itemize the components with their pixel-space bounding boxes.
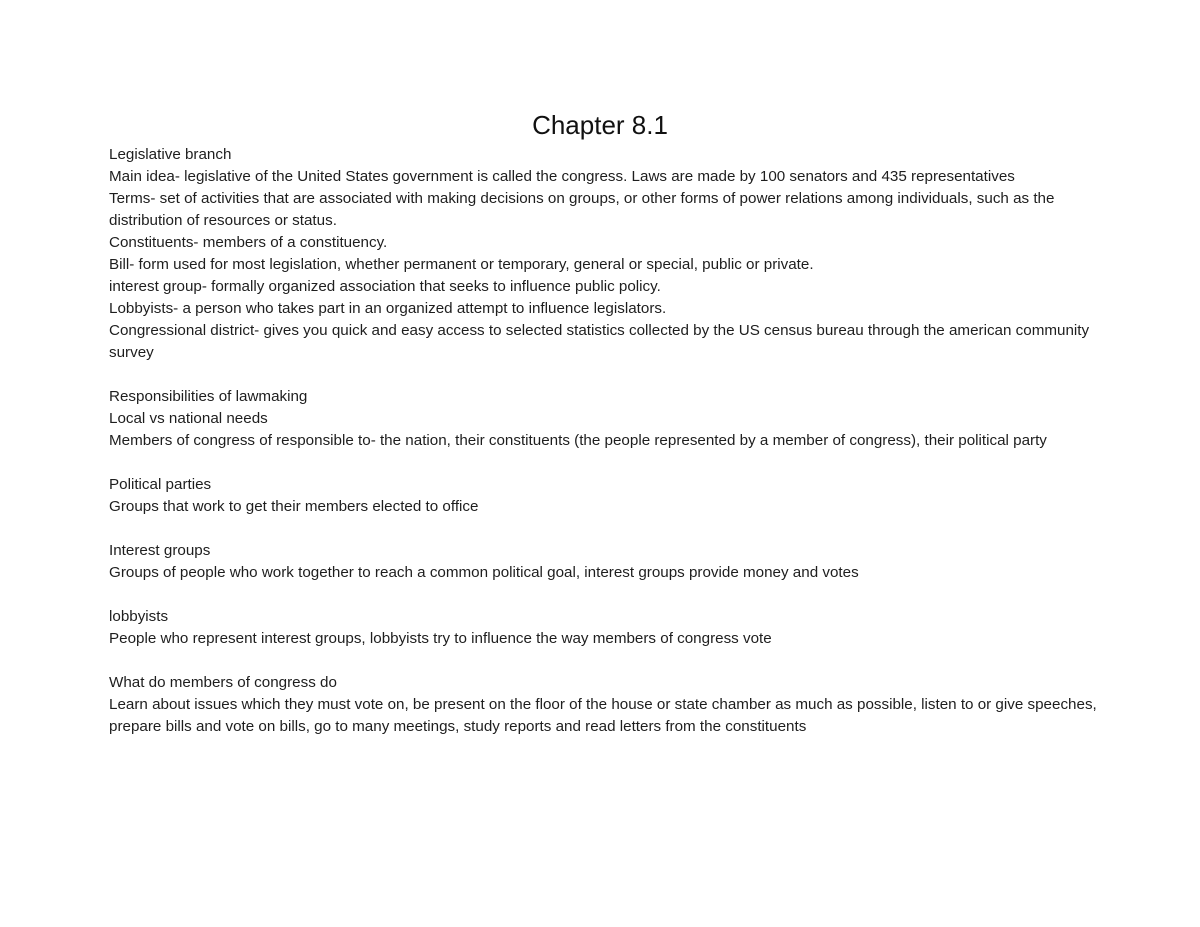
section-spacer	[109, 650, 1099, 672]
section-members-duties	[109, 672, 1099, 738]
paragraph-line: People who represent interest groups, lobbyists try to influence the way members of congress vote	[109, 630, 772, 647]
section-heading: Political parties	[109, 476, 212, 493]
document-body	[109, 144, 1099, 738]
paragraph-line: Bill- form used for most legislation, whether permanent or temporary, general or special, public or private.	[109, 256, 814, 273]
paragraph-line: Lobbyists- a person who takes part in an organized attempt to influence legislators.	[109, 300, 667, 317]
paragraph-line: Members of congress of responsible to- the nation, their constituents (the people represented by a member of congress), their political party	[109, 432, 1047, 449]
section-legislative-branch	[109, 144, 1099, 364]
section-heading: lobbyists	[109, 608, 169, 625]
section-heading: Legislative branch	[109, 146, 232, 163]
page-title: Chapter 8.1	[532, 110, 668, 140]
section-spacer	[109, 584, 1099, 606]
paragraph-line: Terms- set of activities that are associated with making decisions on groups, or other forms of power relations among individuals, such as the distribution of resources or status.	[109, 190, 1055, 229]
section-responsibilities	[109, 386, 1099, 452]
paragraph-line: Groups that work to get their members elected to office	[109, 498, 479, 515]
paragraph-line: Groups of people who work together to reach a common political goal, interest groups provide money and votes	[109, 564, 859, 581]
section-heading: Responsibilities of lawmaking	[109, 388, 308, 405]
paragraph-line: interest group- formally organized association that seeks to influence public policy.	[109, 278, 661, 295]
paragraph-line: Learn about issues which they must vote on, be present on the floor of the house or state chamber as much as possible, listen to or give speeches, prepare bills and vote on bills, go to many meetings, study reports and read letters from the constituents	[109, 696, 1097, 735]
section-spacer	[109, 518, 1099, 540]
section-political-parties	[109, 474, 1099, 518]
paragraph-line: Local vs national needs	[109, 410, 268, 427]
section-heading: What do members of congress do	[109, 674, 337, 691]
paragraph-line: Constituents- members of a constituency.	[109, 234, 388, 251]
paragraph-line: Main idea- legislative of the United States government is called the congress. Laws are made by 100 senators and 435 representatives	[109, 168, 1015, 185]
section-spacer	[109, 364, 1099, 386]
section-interest-groups	[109, 540, 1099, 584]
paragraph-line: Congressional district- gives you quick and easy access to selected statistics collected by the US census bureau through the american community survey	[109, 322, 1090, 361]
section-heading: Interest groups	[109, 542, 211, 559]
section-spacer	[109, 452, 1099, 474]
section-lobbyists	[109, 606, 1099, 650]
